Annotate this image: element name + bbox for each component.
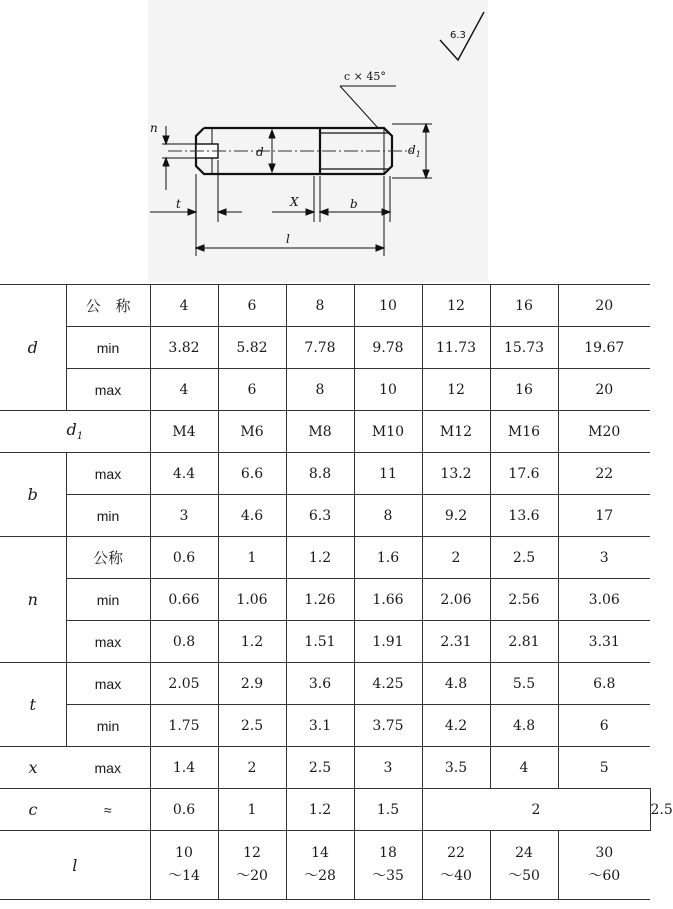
cell: M8 xyxy=(286,411,354,453)
cell: 1 xyxy=(218,789,286,831)
cell: M12 xyxy=(422,411,490,453)
chamfer-label: c × 45° xyxy=(344,70,386,83)
cell: 2.56 xyxy=(490,579,558,621)
cell: 4.4 xyxy=(150,453,218,495)
cell: 16 xyxy=(490,369,558,411)
cell: 3.75 xyxy=(354,705,422,747)
cell: 2.5 xyxy=(218,705,286,747)
row-n-nominal xyxy=(0,537,650,579)
cell: 3 xyxy=(150,495,218,537)
label-max: max xyxy=(66,369,150,411)
cell: 4 xyxy=(490,747,558,789)
cell: 1.2 xyxy=(286,789,354,831)
label-x: X xyxy=(290,195,299,209)
set-screw-drawing xyxy=(0,0,650,282)
label-max: max xyxy=(66,747,150,789)
row-l xyxy=(0,831,650,900)
cell: 5 xyxy=(558,747,650,789)
cell: 2.9 xyxy=(218,663,286,705)
cell: 19.67 xyxy=(558,327,650,369)
row-d1 xyxy=(0,411,650,453)
group-b: b xyxy=(0,453,66,537)
label-max: max xyxy=(66,621,150,663)
cell: 13.2 xyxy=(422,453,490,495)
cell: 8 xyxy=(354,495,422,537)
label-l: l xyxy=(286,232,290,246)
label-n: n xyxy=(150,121,158,135)
row-n-min xyxy=(0,579,650,621)
cell: 3.1 xyxy=(286,705,354,747)
cell: 1.51 xyxy=(286,621,354,663)
cell: 12 xyxy=(422,369,490,411)
cell: 5.82 xyxy=(218,327,286,369)
cell: 12 xyxy=(422,285,490,327)
cell: M4 xyxy=(150,411,218,453)
cell: 8.8 xyxy=(286,453,354,495)
dimension-table xyxy=(0,284,673,900)
cell: 4.8 xyxy=(490,705,558,747)
cell: 6.6 xyxy=(218,453,286,495)
cell: 1.26 xyxy=(286,579,354,621)
label-nominal: 公称 xyxy=(66,537,150,579)
cell: 1.6 xyxy=(354,537,422,579)
row-b-max xyxy=(0,453,650,495)
group-n: n xyxy=(0,537,66,663)
roughness-value: 6.3 xyxy=(450,30,466,41)
cell: 6.8 xyxy=(558,663,650,705)
row-d-max xyxy=(0,369,650,411)
cell: 7.78 xyxy=(286,327,354,369)
cell: 11.73 xyxy=(422,327,490,369)
cell: 8 xyxy=(286,285,354,327)
cell: 1.5 xyxy=(354,789,422,831)
group-l: l xyxy=(0,831,150,900)
cell: 0.6 xyxy=(150,789,218,831)
cell: 16 xyxy=(490,285,558,327)
cell: 1.75 xyxy=(150,705,218,747)
cell: M20 xyxy=(558,411,650,453)
cell-range: 18 ～35 xyxy=(354,831,422,900)
cell: 17.6 xyxy=(490,453,558,495)
label-d: d xyxy=(256,145,264,159)
cell: 3 xyxy=(354,747,422,789)
cell: 2 xyxy=(218,747,286,789)
cell: 3.06 xyxy=(558,579,650,621)
cell: 1.2 xyxy=(218,621,286,663)
cell: 1.2 xyxy=(286,537,354,579)
cell-range: 22 ～40 xyxy=(422,831,490,900)
cell: 3.82 xyxy=(150,327,218,369)
group-c: c xyxy=(0,789,66,831)
cell: 3.31 xyxy=(558,621,650,663)
cell: 2.05 xyxy=(150,663,218,705)
row-c: c ≈ 0.6 1 1.2 1.5 2 2.5 xyxy=(0,789,650,831)
cell: 10 xyxy=(354,369,422,411)
label-min: min xyxy=(66,705,150,747)
row-t-min xyxy=(0,705,650,747)
row-x xyxy=(0,747,650,789)
cell: 1.91 xyxy=(354,621,422,663)
row-t-max xyxy=(0,663,650,705)
cell: 2.5 xyxy=(286,747,354,789)
cell: 1.66 xyxy=(354,579,422,621)
row-d-min xyxy=(0,327,650,369)
cell: 20 xyxy=(558,285,650,327)
cell: 4.2 xyxy=(422,705,490,747)
cell-range: 12 ～20 xyxy=(218,831,286,900)
cell: 2 xyxy=(422,537,490,579)
label-nominal: 公 称 xyxy=(66,285,150,327)
cell: M10 xyxy=(354,411,422,453)
cell: 2.06 xyxy=(422,579,490,621)
cell: 6.3 xyxy=(286,495,354,537)
label-b: b xyxy=(350,197,358,211)
cell-range: 14 ～28 xyxy=(286,831,354,900)
group-t: t xyxy=(0,663,66,747)
label-approx: ≈ xyxy=(66,789,150,831)
label-t: t xyxy=(176,197,181,211)
label-min: min xyxy=(66,579,150,621)
row-n-max xyxy=(0,621,650,663)
row-b-min xyxy=(0,495,650,537)
cell: M16 xyxy=(490,411,558,453)
cell-merged: 2 xyxy=(422,789,650,831)
cell: 9.78 xyxy=(354,327,422,369)
cell: 3 xyxy=(558,537,650,579)
cell: 4.8 xyxy=(422,663,490,705)
cell: 4 xyxy=(150,285,218,327)
cell: 10 xyxy=(354,285,422,327)
cell: 4.6 xyxy=(218,495,286,537)
cell: 4 xyxy=(150,369,218,411)
cell: 6 xyxy=(218,369,286,411)
cell: 0.8 xyxy=(150,621,218,663)
cell: 22 xyxy=(558,453,650,495)
cell: 9.2 xyxy=(422,495,490,537)
cell: 0.6 xyxy=(150,537,218,579)
cell: 3.6 xyxy=(286,663,354,705)
label-max: max xyxy=(66,663,150,705)
cell: 2.5 xyxy=(490,537,558,579)
cell: 11 xyxy=(354,453,422,495)
cell: 6 xyxy=(218,285,286,327)
cell: 1.4 xyxy=(150,747,218,789)
drawing-background xyxy=(148,0,488,282)
label-d1: $d_1$ xyxy=(408,143,421,159)
cell-range: 24 ～50 xyxy=(490,831,558,900)
cell: 2.31 xyxy=(422,621,490,663)
cell: 1.06 xyxy=(218,579,286,621)
cell: 4.25 xyxy=(354,663,422,705)
label-max: max xyxy=(66,453,150,495)
group-d: d xyxy=(0,285,66,411)
cell: 15.73 xyxy=(490,327,558,369)
cell: 8 xyxy=(286,369,354,411)
cell: 20 xyxy=(558,369,650,411)
group-d1: $d_1$ xyxy=(0,411,150,453)
cell: 13.6 xyxy=(490,495,558,537)
cell-range: 30 ～60 xyxy=(558,831,650,900)
cell-range: 10 ～14 xyxy=(150,831,218,900)
cell: 17 xyxy=(558,495,650,537)
cell: 2.81 xyxy=(490,621,558,663)
cell: 5.5 xyxy=(490,663,558,705)
cell: 1 xyxy=(218,537,286,579)
cell: 3.5 xyxy=(422,747,490,789)
label-min: min xyxy=(66,327,150,369)
cell: M6 xyxy=(218,411,286,453)
cell: 0.66 xyxy=(150,579,218,621)
cell: 6 xyxy=(558,705,650,747)
label-min: min xyxy=(66,495,150,537)
row-d-nominal xyxy=(0,285,650,327)
group-x: x xyxy=(0,747,66,789)
